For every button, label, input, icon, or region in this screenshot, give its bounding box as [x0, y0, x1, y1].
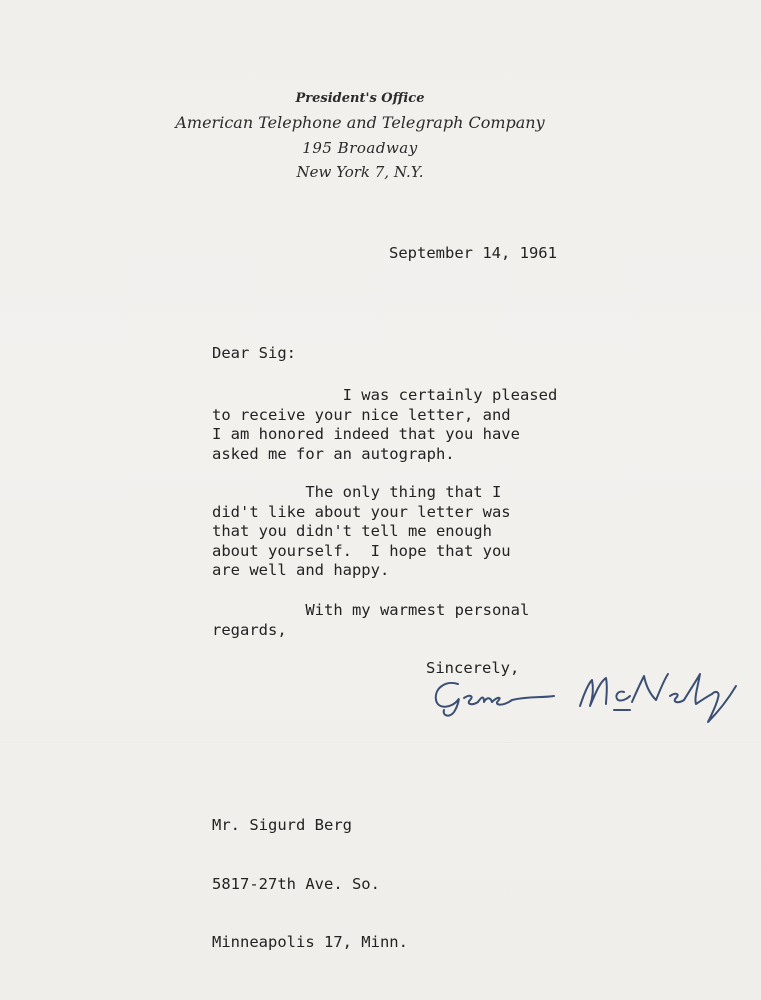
letterhead-city: New York 7, N.Y. — [296, 163, 424, 181]
closing: Sincerely, — [426, 659, 520, 677]
letterhead-company: American Telephone and Telegraph Company — [175, 113, 545, 132]
recipient-address — [212, 777, 408, 992]
letterhead-office: President's Office — [295, 91, 425, 106]
handwritten-signature — [428, 666, 748, 726]
salutation: Dear Sig: — [212, 344, 296, 362]
letterhead — [150, 88, 570, 184]
body-paragraph-2: The only thing that I did't like about your letter was that you didn't tell me enough about yourself. I hope that you are well and happy. — [212, 483, 511, 579]
body-paragraph-1: I was certainly pleased to receive your nice letter, and I am honored indeed that you have asked me for an autograph. — [212, 386, 558, 463]
letterhead-street: 195 Broadway — [302, 139, 418, 157]
recipient-street: 5817-27th Ave. So. — [212, 874, 380, 893]
paper-fold — [0, 742, 761, 744]
recipient-city: Minneapolis 17, Minn. — [212, 933, 408, 951]
recipient-name: Mr. Sigurd Berg — [212, 816, 352, 834]
body-paragraph-3: With my warmest personal regards, — [212, 601, 530, 639]
letter-date: September 14, 1961 — [389, 244, 557, 262]
